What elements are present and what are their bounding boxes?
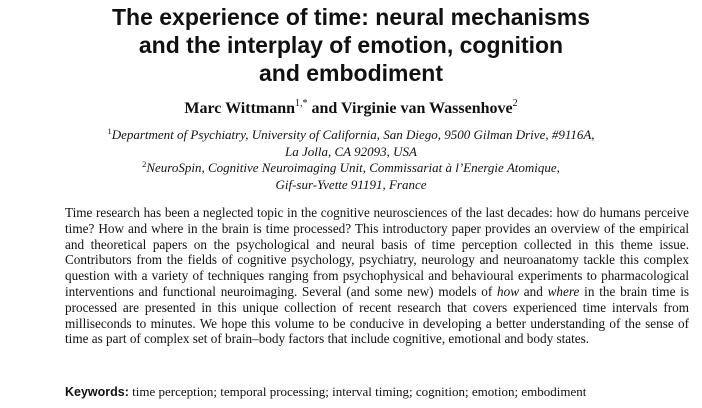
title-line-3: and embodiment (258, 60, 443, 86)
author-affiliation-mark: 2 (512, 98, 518, 109)
abstract-text: Time research has been a neglected topic in the cognitive neurosciences of the last decades: how do humans perceive time? How and where in the brain is time processed? This introductory paper provides an overview of the empirical and theoretical papers on the psychological and neural basis of time perception collected in this theme issue. Contributors from the fields of cognitive psychology, psychiatry, neurology and neuroanatomy tackle this complex question with a variety of techniques ranging from psychophysical and behavioural experiments to pharmacological interventions and functional neuroimaging. Several (and some new) models of (65, 205, 689, 299)
keywords-label: Keywords: (65, 385, 129, 399)
affiliation-line: La Jolla, CA 92093, USA (285, 143, 417, 159)
keywords-list: time perception; temporal processing; interval timing; cognition; emotion; embodiment (128, 384, 587, 399)
affiliation-text: NeuroSpin, Cognitive Neuroimaging Unit, Commissariat à l’Energie Atomique, (146, 160, 560, 175)
affiliation-2 (0, 160, 702, 193)
paper-title (0, 3, 702, 87)
author-name: Virginie van Wassenhove (341, 100, 513, 117)
abstract-emphasis: where (547, 283, 580, 299)
abstract-text: and (519, 283, 548, 299)
affiliation-mark: 2 (142, 159, 147, 169)
affiliation-1 (0, 127, 702, 160)
author-list (0, 99, 702, 119)
affiliation-text: Department of Psychiatry, University of California, San Diego, 9500 Gilman Drive, #9116A, (111, 127, 595, 142)
affiliation-line: Gif-sur-Yvette 91191, France (275, 176, 427, 192)
affiliation-line (0, 160, 702, 177)
title-line-2: and the interplay of emotion, cognition (138, 32, 564, 58)
affiliation-line (0, 127, 702, 144)
abstract-text: in the brain time is processed are presented in this unique collection of recent research that covers experienced time intervals from milliseconds to minutes. We hope this volume to be conducive in developing a better understanding of the sense of time as part of complex set of brain–body factors that include cognitive, emotional and body states. (65, 283, 689, 347)
title-line-1: The experience of time: neural mechanisms (111, 4, 591, 30)
author-conjunction: and (307, 100, 342, 117)
author-name: Marc Wittmann (184, 100, 296, 117)
abstract (65, 205, 689, 347)
abstract-emphasis: how (497, 283, 519, 299)
affiliation-mark: 1 (107, 126, 112, 136)
author-affiliation-mark: 1,* (295, 98, 308, 109)
keywords (65, 384, 689, 400)
